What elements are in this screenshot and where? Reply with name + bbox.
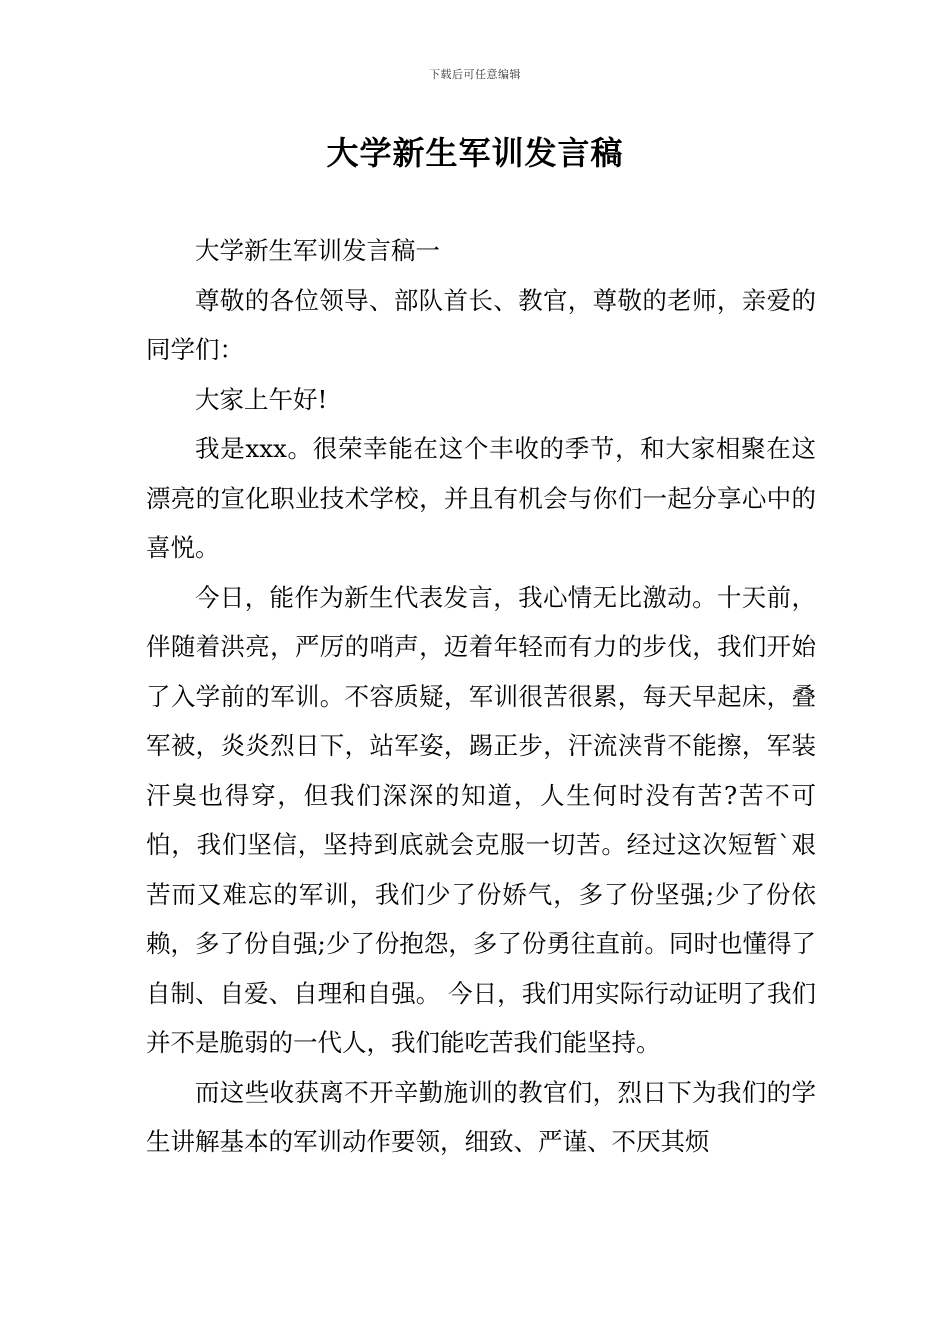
paragraph-greeting: 大家上午好!	[195, 384, 328, 414]
paragraph-salutation: 尊敬的各位领导、部队首长、教官，尊敬的老师，亲爱的同学们：	[146, 285, 816, 364]
paragraph-instructors: 而这些收获离不开辛勤施训的教官们，烈日下为我们的学生讲解基本的军训动作要领，细致、严谨、不厌其烦	[146, 1077, 816, 1156]
paragraph-subtitle: 大学新生军训发言稿一	[195, 236, 440, 265]
header-note: 下载后可任意编辑	[429, 68, 521, 81]
document-body	[146, 226, 816, 1167]
paragraph-training: 今日，能作为新生代表发言，我心情无比激动。十天前，伴随着洪亮，严厉的哨声，迈着年轻而有力的步伐，我们开始了入学前的军训。不容质疑，军训很苦很累，每天早起床，叠军被，炎炎烈日下，站军姿，踢正步，汗流浃背不能擦，军装汗臭也得穿，但我们深深的知道，人生何时没有苦?苦不可怕，我们坚信，坚持到底就会克服一切苦。经过这次短暂`艰苦而又难忘的军训，我们少了份娇气，多了份坚强;少了份依赖，多了份自强;少了份抱怨，多了份勇往直前。同时也懂得了自制、自爱、自理和自强。 今日，我们用实际行动证明了我们并不是脆弱的一代人，我们能吃苦我们能坚持。	[146, 582, 816, 1057]
paragraph-introduction: 我是xxx。很荣幸能在这个丰收的季节，和大家相聚在这漂亮的宣化职业技术学校，并且有机会与你们一起分享心中的喜悦。	[146, 434, 816, 562]
document-title: 大学新生军训发言稿	[326, 134, 624, 172]
